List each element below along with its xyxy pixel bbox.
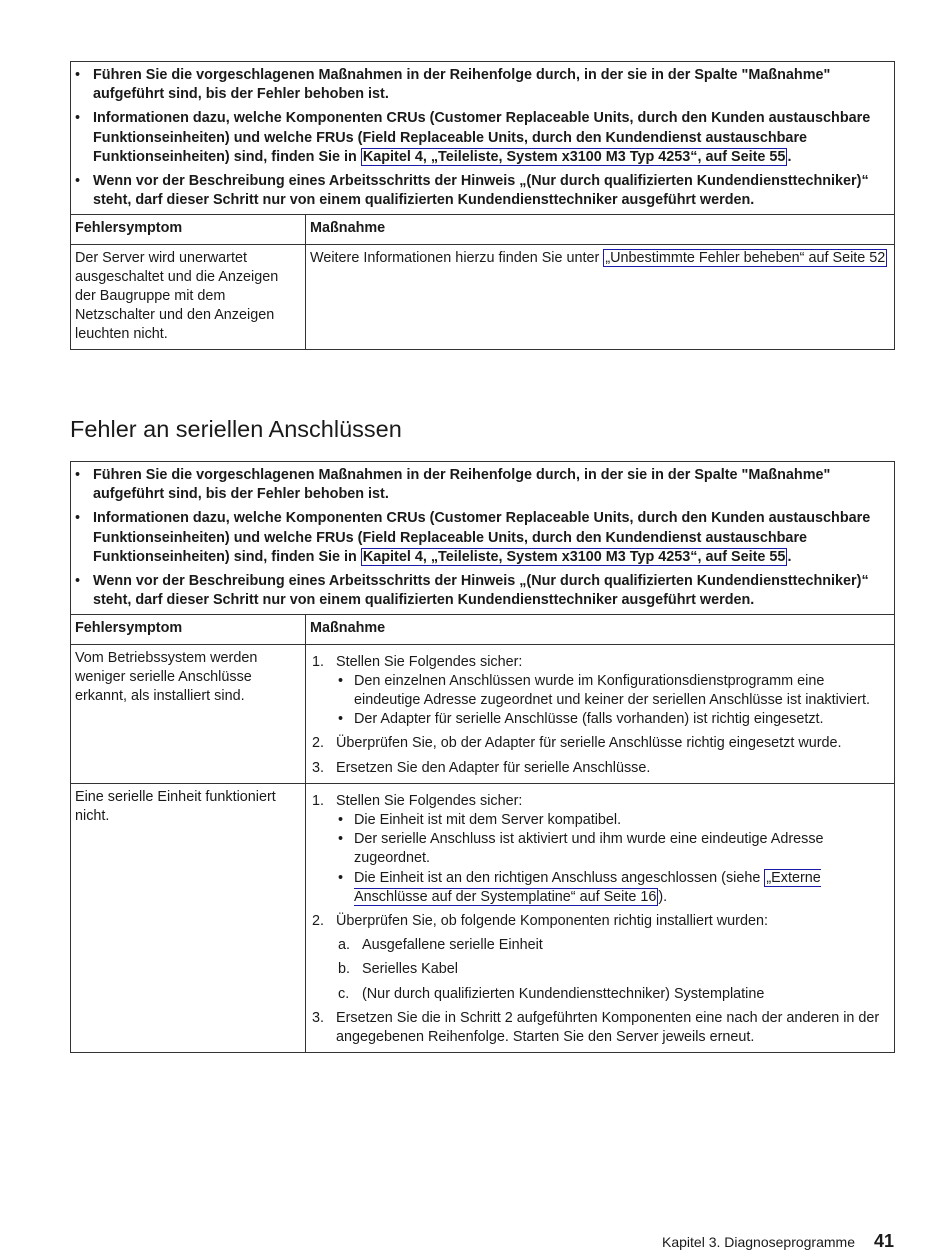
troubleshooting-table-serial <box>70 461 895 1053</box>
note-item: • Führen Sie die vorgeschlagenen Maßnahmen in der Reihenfolge durch, in der sie in der Spalte "Maßnahme" aufgeführt sind, bis der Fehler behoben ist. <box>71 66 888 104</box>
symptom-cell: Der Server wird unerwartet ausgeschaltet und die Anzeigen der Baugruppe mit dem Netzschalter und den Anzeigen leuchten nicht. <box>71 244 306 349</box>
action-header: Maßnahme <box>306 615 895 644</box>
step-list <box>310 792 890 1047</box>
alpha-item: b. Serielles Kabel <box>338 961 458 978</box>
note-item: • Wenn vor der Beschreibung eines Arbeitsschritts der Hinweis „(Nur durch qualifizierten Kundendiensttechniker)“ steht, darf dieser Schritt nur von einem qualifizierten Kundendiensttechniker ausgeführt werden. <box>71 572 888 610</box>
alpha-list <box>336 936 890 1004</box>
chapter4-link[interactable]: Kapitel 4, „Teileliste, System x3100 M3 Typ 4253“, auf Seite 55 <box>362 148 786 165</box>
table-row <box>71 783 894 1052</box>
note-item: • Wenn vor der Beschreibung eines Arbeitsschritts der Hinweis „(Nur durch qualifizierten Kundendiensttechniker)“ steht, darf dieser Schritt nur von einem qualifizierten Kundendiensttechniker ausgeführt werden. <box>71 172 888 210</box>
alpha-item: c. (Nur durch qualifizierten Kundendiensttechniker) Systemplatine <box>338 985 765 1002</box>
note-item: • Informationen dazu, welche Komponenten CRUs (Customer Replaceable Units, durch den Kunden austauschbare Funktionseinheiten) und welche FRUs (Field Replaceable Units, durch den Kundendienst austauschbare Funktionseinheiten) sind, finden Sie in Kapitel 4, „Teileliste, System x3100 M3 Typ 4253“, auf Seite 55 . <box>71 109 888 167</box>
symptom-cell: Eine serielle Einheit funktioniert nicht. <box>71 783 306 1052</box>
table-row <box>71 244 894 349</box>
unbestimmte-fehler-link[interactable]: „Unbestimmte Fehler beheben“ auf Seite 52 <box>605 249 886 266</box>
action-header: Maßnahme <box>306 215 895 244</box>
alpha-item: a. Ausgefallene serielle Einheit <box>338 937 543 954</box>
table-header-row <box>71 615 894 644</box>
symptom-cell: Vom Betriebssystem werden weniger serielle Anschlüsse erkannt, als installiert sind. <box>71 644 306 783</box>
step-item: 3. Ersetzen Sie die in Schritt 2 aufgeführten Komponenten eine nach der anderen in der angegebenen Reihenfolge. Starten Sie den Server jeweils erneut. <box>312 1009 880 1046</box>
table-row <box>71 644 894 783</box>
symptom-table <box>71 214 894 348</box>
externe-anschluesse-link[interactable]: „Externe Anschlüsse auf der Systemplatine“ auf Seite 16 <box>354 869 821 905</box>
section-title: Fehler an seriellen Anschlüssen <box>70 416 402 442</box>
table-header-row <box>71 215 894 244</box>
note-item: • Informationen dazu, welche Komponenten CRUs (Customer Replaceable Units, durch den Kunden austauschbare Funktionseinheiten) und welche FRUs (Field Replaceable Units, durch den Kundendienst austauschbare Funktionseinheiten) sind, finden Sie in Kapitel 4, „Teileliste, System x3100 M3 Typ 4253“, auf Seite 55 . <box>71 509 888 567</box>
step-item: 2. Überprüfen Sie, ob der Adapter für serielle Anschlüsse richtig eingesetzt wurde. <box>312 735 842 752</box>
troubleshooting-table-general <box>70 61 895 350</box>
instruction-notes <box>71 462 894 614</box>
action-cell: Weitere Informationen hierzu finden Sie unter „Unbestimmte Fehler beheben“ auf Seite 52 <box>306 244 895 349</box>
symptom-header: Fehlersymptom <box>71 215 306 244</box>
step-item: 2. Überprüfen Sie, ob folgende Komponenten richtig installiert wurden: a. Ausgefallene serielle Einheit b. Serielles Kabel c. (Nur durch qualifizierten Kundendiensttechniker) Systemplatine <box>310 912 890 1004</box>
action-cell <box>306 783 895 1052</box>
instruction-notes <box>71 62 894 214</box>
footer-chapter: Kapitel 3. Diagnoseprogramme <box>662 1234 855 1250</box>
bullet-list <box>336 672 890 730</box>
bullet-item: • Der Adapter für serielle Anschlüsse (falls vorhanden) ist richtig eingesetzt. <box>336 710 890 729</box>
action-cell <box>306 644 895 783</box>
page-number: 41 <box>874 1231 895 1251</box>
note-item: • Führen Sie die vorgeschlagenen Maßnahmen in der Reihenfolge durch, in der sie in der Spalte "Maßnahme" aufgeführt sind, bis der Fehler behoben ist. <box>71 466 888 504</box>
bullet-item: • Die Einheit ist an den richtigen Anschluss angeschlossen (siehe „Externe Anschlüsse auf der Systemplatine“ auf Seite 16 ). <box>336 869 890 907</box>
symptom-table <box>71 614 894 1052</box>
step-list <box>310 653 890 778</box>
step-item: 1. Stellen Sie Folgendes sicher: • Den einzelnen Anschlüssen wurde im Konfigurationsdienstprogramm eine eindeutige Adresse zugeordnet und keiner der seriellen Anschlüsse ist inaktiviert. • Der Adapter für serielle Anschlüsse (falls vorhanden) ist richtig eingesetzt. <box>310 653 890 730</box>
chapter4-link[interactable]: Kapitel 4, „Teileliste, System x3100 M3 Typ 4253“, auf Seite 55 <box>362 548 786 565</box>
step-item: 3. Ersetzen Sie den Adapter für serielle Anschlüsse. <box>312 759 651 776</box>
bullet-item: • Der serielle Anschluss ist aktiviert und ihm wurde eine eindeutige Adresse zugeordnet. <box>336 830 890 868</box>
step-item: 1. Stellen Sie Folgendes sicher: • Die Einheit ist mit dem Server kompatibel. • Der serielle Anschluss ist aktiviert und ihm wurde eine eindeutige Adresse zugeordnet. • Die Einheit ist an den richtigen Anschluss angeschlossen (siehe „Externe Anschlüsse auf der Systemplatine“ auf Seite 16 ). <box>310 792 890 907</box>
bullet-item: • Die Einheit ist mit dem Server kompatibel. <box>336 811 890 830</box>
bullet-list <box>336 811 890 907</box>
symptom-header: Fehlersymptom <box>71 615 306 644</box>
bullet-item: • Den einzelnen Anschlüssen wurde im Konfigurationsdienstprogramm eine eindeutige Adresse zugeordnet und keiner der seriellen Anschlüsse ist inaktiviert. <box>336 672 890 710</box>
